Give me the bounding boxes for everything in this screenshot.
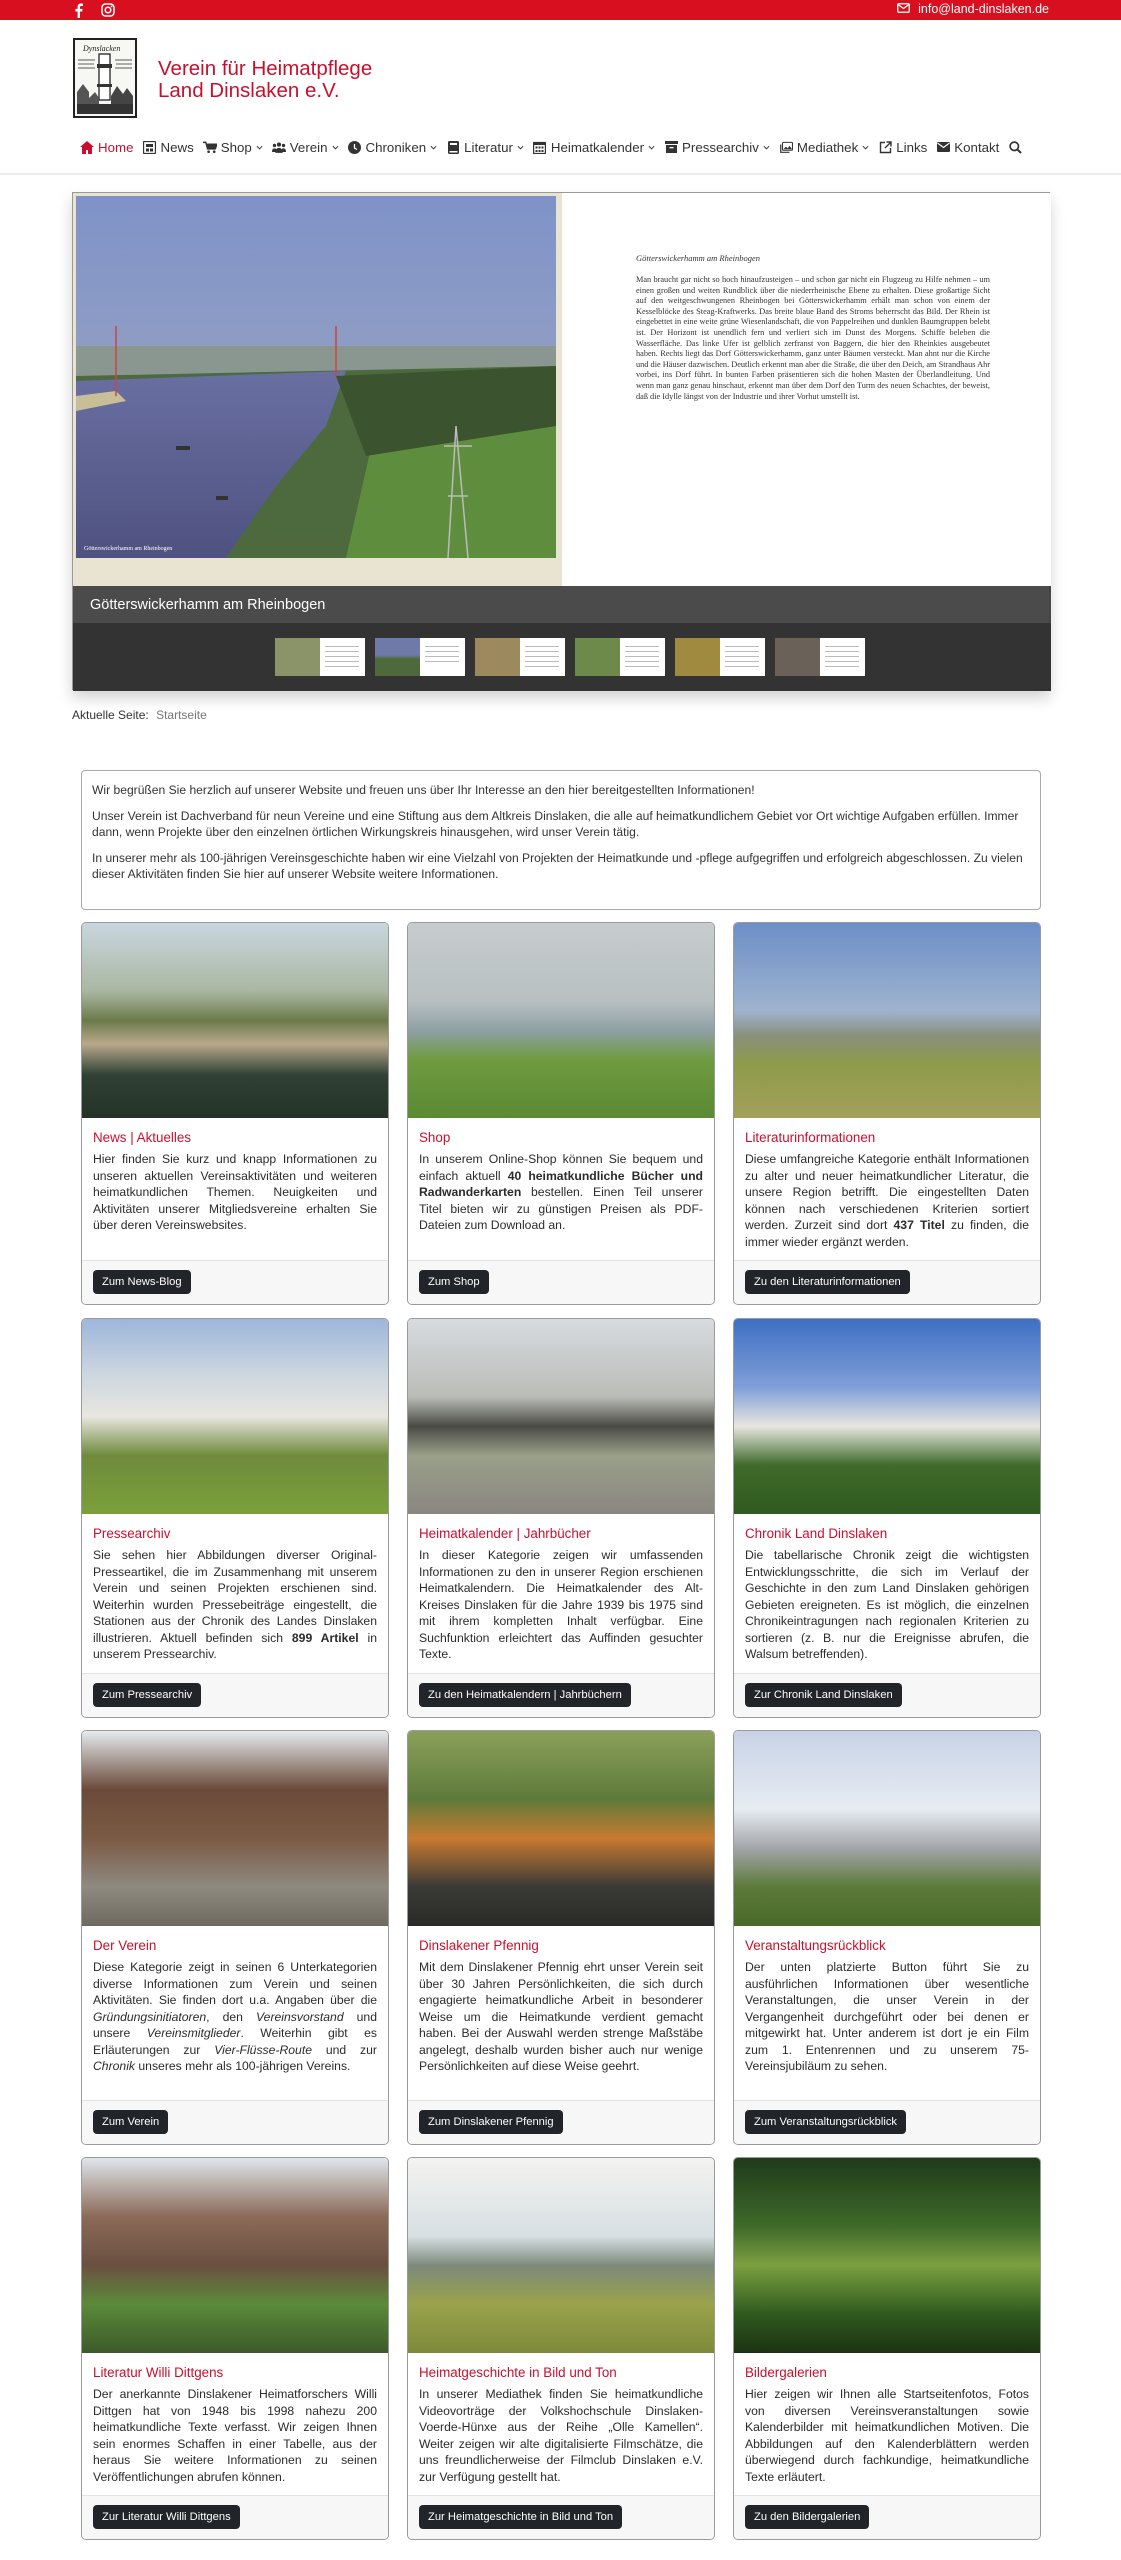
chevron-down-icon	[256, 144, 263, 151]
slider-thumbnail-3[interactable]	[475, 638, 565, 676]
nav-item-news[interactable]	[142, 140, 193, 155]
nav-label: Verein	[289, 139, 328, 155]
social-links	[70, 2, 116, 18]
manor-house-garden-photo[interactable]	[82, 1319, 388, 1514]
card-title[interactable]: Literaturinformationen	[745, 1130, 876, 1145]
card-text	[419, 2386, 703, 2485]
card-text-part: unseres mehr als 100-jährigen Vereins.	[135, 2059, 351, 2073]
card-button-news-aktuelles[interactable]: Zum News-Blog	[93, 1270, 191, 1294]
card-text-part: in unserem Pressearchiv.	[93, 1630, 377, 1661]
breadcrumb	[72, 708, 207, 722]
nav-divider	[0, 173, 1121, 175]
envelope-icon	[936, 140, 950, 154]
chevron-down-icon	[648, 144, 655, 151]
card-text-part: Diese umfangreiche Kategorie enthält Informationen zu alter und neuer heimatkundlicher Literatur, die unsere Region betrifft. Die eingestellten Daten können nach verschiedenen Kriterien sortiert werden. Zurzeit sind dort	[745, 1152, 1029, 1232]
nav-item-links[interactable]	[878, 140, 927, 155]
slider-thumbnail-1[interactable]	[275, 638, 365, 676]
card-text	[93, 1151, 377, 1234]
chevron-down-icon	[332, 144, 339, 151]
slider-thumbnail-4[interactable]	[575, 638, 665, 676]
card-dinslakener-pfennig	[407, 1730, 715, 2145]
card-footer	[408, 2100, 714, 2144]
email-link[interactable]	[897, 2, 1049, 16]
card-text-part: In dieser Kategorie zeigen wir umfassenden Informationen zu den in unserer Region erschienen Heimatkalendern. Die Heimatkalender des Alt-Kreises Dinslaken für die Jahre 1939 bis 1975 sind mit ihrem kompletten Inhalt verfügbar. Eine Suchfunktion erleichtert das Auffinden gesuchter Texte.	[419, 1548, 703, 1661]
card-footer	[82, 2495, 388, 2539]
card-title[interactable]: Der Verein	[93, 1938, 157, 1953]
card-body	[82, 2353, 388, 2485]
card-body	[82, 1514, 388, 1663]
users-icon	[272, 140, 286, 154]
white-church-photo[interactable]	[734, 1319, 1040, 1514]
card-text-part: , den	[206, 2009, 256, 2024]
chevron-down-icon	[517, 144, 524, 151]
card-text-bold: 40 heimatkundliche Bücher und Radwanderkarten	[419, 1168, 703, 1199]
card-text-italic: Vier-Flüsse-Route	[214, 2042, 312, 2057]
welcome-box	[81, 770, 1041, 910]
nav-label: Shop	[220, 139, 252, 155]
card-title[interactable]: Dinslakener Pfennig	[419, 1938, 539, 1953]
card-text-part: Sie sehen hier Abbildungen diverser Original-Presseartikel, die im Zusammenhang mit unserem Verein und seinen Projekten erschienen sind. Weiterhin wurden Pressebeiträge eingestellt, die Stationen aus der Chronik des Landes Dinslaken illustrieren. Aktuell befinden sich	[93, 1548, 377, 1645]
card-title[interactable]: Pressearchiv	[93, 1526, 171, 1541]
card-body	[734, 2353, 1040, 2485]
calendar-icon	[533, 140, 547, 154]
card-footer	[82, 2100, 388, 2144]
rhine-river-path-photo[interactable]	[408, 923, 714, 1118]
card-button-der-verein[interactable]: Zum Verein	[93, 2110, 168, 2134]
slide-doc-body: Man braucht gar nicht so hoch hinaufzusteigen – und schon gar nicht ein Flugzeug zu Hilfe nehmen – um einen großen und weiten Rundblick über die niederrheinische Ebene zu erhalten. Diese großartige Sicht auf den weitgeschwungenen Rheinbogen bei Götterswickerhamm erhält man schon von einem der Kesselblöcke des Steag-Kraftwerks. Das breite blaue Band des Stroms beherrscht das Bild. Der Rhein ist eingebettet in eine weite grüne Wiesenlandschaft, die von Pappelreihen und dunklen Baumgruppen belebt ist. Der Horizont ist unendlich fern und verliert sich im Dunst des Morgens. Schiffe beleben die Wasserfläche. Das linke Ufer ist gelblich zerfranst von Baggern, die hier den Rheinkies ausgebeutet haben. Rechts liegt das Dorf Götterswickerhamm, ganz unter Bäumen versteckt. Man ahnt nur die Kirche und die Häuser dazwischen. Deutlich erkennt man aber die Straße, die über den Deich, am Strandhaus Ahr vorbei, ins Dorf führt. In bunten Farben präsentieren sich die hohen Masten der Überlandleitung. Und wenn man ganz genau hinschaut, erkennt man über dem Dorf den Turm des neuen Schachtes, der beweist, daß die Idylle längst von der Industrie und ihrer Vorhut umstellt ist.	[636, 275, 990, 401]
card-text-part: . Weiterhin gibt es Erläuterungen zur	[93, 2026, 377, 2057]
town-square-photo[interactable]	[408, 1319, 714, 1514]
search-button[interactable]	[1008, 140, 1026, 154]
nav-item-literatur[interactable]	[446, 140, 524, 155]
site-title-line-1: Verein für Heimatpflege	[158, 57, 373, 80]
card-text	[93, 2386, 377, 2485]
card-button-pressearchiv[interactable]: Zum Pressearchiv	[93, 1683, 201, 1707]
welcome-paragraph-3: In unserer mehr als 100-jährigen Vereinsgeschichte haben wir eine Vielzahl von Projekten der Heimatkunde und -pflege aufgegriffen und erfolgreich abgeschlossen. Zu vielen dieser Aktivitäten finden Sie hier auf unserer Website weitere Informationen.	[92, 851, 1023, 881]
card-text-part: bestellen. Einen Teil unserer Titel bieten wir zu günstigen Preisen als PDF-Dateien zum Download an.	[419, 1185, 703, 1232]
card-text-italic: Vereinsmitglieder	[146, 2026, 241, 2040]
power-station-chimney-photo[interactable]	[734, 1731, 1040, 1926]
card-text	[93, 1959, 377, 2075]
card-title[interactable]: Veranstaltungsrückblick	[745, 1938, 886, 1953]
slider-thumbnail-6[interactable]	[775, 638, 865, 676]
card-text-part: und unsere	[93, 2009, 377, 2040]
card-button-bildergalerien[interactable]: Zu den Bildergalerien	[745, 2505, 869, 2529]
card-text-bold: 899 Artikel	[291, 1630, 359, 1645]
card-button-heimatkalender-jahrbuecher[interactable]: Zu den Heimatkalendern | Jahrbüchern	[419, 1683, 631, 1707]
site-title[interactable]	[158, 58, 372, 102]
instagram-icon[interactable]	[100, 2, 116, 18]
chevron-down-icon	[430, 144, 437, 151]
card-footer	[408, 1260, 714, 1304]
card-text-bold: 437 Titel	[893, 1218, 945, 1232]
clock-icon	[348, 140, 362, 154]
card-title[interactable]: Bildergalerien	[745, 2365, 827, 2380]
card-heimatkalender-jahrbuecher	[407, 1318, 715, 1718]
card-chronik-land-dinslaken	[733, 1318, 1041, 1718]
card-button-heimatgeschichte-in-bild-und-ton[interactable]: Zur Heimatgeschichte in Bild und Ton	[419, 2505, 622, 2529]
home-icon	[80, 140, 94, 154]
river-lock-photo[interactable]	[408, 2158, 714, 2353]
card-der-verein	[81, 1730, 389, 2145]
card-literatur-willi-dittgens	[81, 2157, 389, 2540]
card-button-shop[interactable]: Zum Shop	[419, 1270, 489, 1294]
nav-item-mediathek[interactable]	[779, 140, 869, 155]
nav-label: Heimatkalender	[550, 139, 645, 155]
nav-item-kontakt[interactable]	[936, 140, 999, 155]
newspaper-icon	[142, 140, 156, 154]
card-text-part: Hier finden Sie kurz und knapp Informationen zu unseren aktuellen Vereinsaktivitäten und weiteren heimatkundlichen Themen. Neuigkeiten und Aktivitäten unserer Mitgliedsvereine erhalten Sie über deren Vereinswebsites.	[93, 1152, 377, 1232]
card-text-part: Diese Kategorie zeigt in seinen 6 Unterkategorien diverse Informationen zum Verein und seinen Aktivitäten. Sie finden dort u.a. Angaben über die	[93, 1960, 377, 2007]
card-body	[408, 1926, 714, 2075]
image-slider[interactable]	[72, 192, 1050, 690]
card-text-italic: Gründungsinitiatoren	[93, 2009, 207, 2024]
card-button-chronik-land-dinslaken[interactable]: Zur Chronik Land Dinslaken	[745, 1683, 902, 1707]
card-title[interactable]: Shop	[419, 1130, 451, 1145]
slider-thumbnails	[73, 623, 1051, 691]
card-news-aktuelles	[81, 922, 389, 1305]
facebook-icon[interactable]	[70, 2, 86, 18]
card-text	[93, 1547, 377, 1663]
nav-label: Kontakt	[954, 139, 1000, 155]
card-body	[408, 2353, 714, 2485]
card-literaturinformationen	[733, 922, 1041, 1305]
nav-label: Pressearchiv	[682, 139, 759, 155]
forest-path-photo[interactable]	[734, 2158, 1040, 2353]
slide-caption: Götterswickerhamm am Rheinbogen	[73, 586, 1051, 623]
card-button-literaturinformationen[interactable]: Zu den Literaturinformationen	[745, 1270, 910, 1294]
welcome-paragraph-2: Unser Verein ist Dachverband für neun Vereine und eine Stiftung aus dem Altkreis Dinslaken, die alle auf heimatkundlichem Gebiet vor Ort wichtige Aufgaben erfüllen. Immer dann, wenn Projekte über den einzelnen örtlichen Wirkungskreis hinausgehen, wird unser Verein tätig.	[92, 809, 1019, 839]
card-body	[408, 1118, 714, 1234]
site-title-line-2: Land Dinslaken e.V.	[158, 79, 340, 102]
card-text-part: zu finden, die immer wieder ergänzt werden.	[745, 1218, 1029, 1249]
slide-photo-page	[73, 193, 562, 586]
card-text	[745, 1959, 1029, 2075]
card-text-italic: Vereinsvorstand	[255, 2009, 344, 2024]
aerial-rhine-photo	[76, 196, 556, 558]
power-plant-meadow-photo[interactable]	[734, 923, 1040, 1118]
nav-label: News	[160, 139, 194, 155]
breadcrumb-label: Aktuelle Seite:	[72, 708, 149, 722]
archive-icon	[664, 140, 678, 154]
card-footer	[82, 1260, 388, 1304]
nav-label: Literatur	[464, 139, 513, 155]
card-heimatgeschichte-in-bild-und-ton	[407, 2157, 715, 2540]
card-footer	[82, 1673, 388, 1717]
card-shop	[407, 922, 715, 1305]
card-text-part: Der anerkannte Dinslakener Heimatforschers Willi Dittgen hat von 1948 bis 1998 nahezu 200 heimatkundliche Texte verfasst. Wir zeigen Ihnen sein enormes Schaffen in einer Tabelle, aus der heraus Sie weitere Informationen zu seinen Veröffentlichungen abrufen können.	[93, 2387, 377, 2484]
open-air-theater-photo[interactable]	[82, 923, 388, 1118]
slider-thumbnail-2[interactable]	[375, 638, 465, 676]
card-footer	[734, 1673, 1040, 1717]
envelope-icon	[897, 2, 910, 16]
photo-inset-caption: Götterswickerhamm am Rheinbogen	[84, 546, 173, 552]
card-footer	[408, 2495, 714, 2539]
brick-houses-street-photo[interactable]	[82, 1731, 388, 1926]
card-text	[419, 1959, 703, 2075]
card-button-literatur-willi-dittgens[interactable]: Zur Literatur Willi Dittgens	[93, 2505, 240, 2529]
site-logo[interactable]	[73, 38, 137, 118]
card-text	[745, 2386, 1029, 2485]
external-link-icon	[878, 140, 892, 154]
nav-item-verein[interactable]	[272, 140, 339, 155]
card-footer	[734, 2100, 1040, 2144]
nav-item-heimatkalender[interactable]	[533, 140, 655, 155]
card-text-part: Mit dem Dinslakener Pfennig ehrt unser Verein seit über 30 Jahren Persönlichkeiten, die sich durch engagierte heimatkundliche Arbeit in besonderer Weise um die Heimatkunde verdient gemacht haben. Bei der Auswahl werden strenge Maßstäbe angelegt, deshalb wurden bisher auch nur wenige Persönlichkeiten auf diese Weise geehrt.	[419, 1960, 703, 2073]
card-button-dinslakener-pfennig[interactable]: Zum Dinslakener Pfennig	[419, 2110, 563, 2134]
slide-text-page	[562, 193, 1051, 586]
castle-fountain-photo[interactable]	[82, 2158, 388, 2353]
card-body	[408, 1514, 714, 1663]
nav-label: Mediathek	[796, 139, 859, 155]
card-text-part: In unserer Mediathek finden Sie heimatkundliche Videovorträge der Volkshochschule Dinslaken-Voerde-Hünxe aus der Reihe „Olle Kamellen“. Weiter zeigen wir alte digitalisierte Filmschätze, die uns freundlicherweise der Filmclub Dinslaken e.V. zur Verfügung gestellt hat.	[419, 2387, 703, 2484]
svg-text:Dynslacken: Dynslacken	[83, 44, 121, 53]
welcome-paragraph-1: Wir begrüßen Sie herzlich auf unserer Website und freuen uns über Ihr Interesse an den hier bereitgestellten Informationen!	[92, 783, 755, 797]
nav-item-chroniken[interactable]	[348, 140, 438, 155]
card-text	[745, 1547, 1029, 1663]
chevron-down-icon	[862, 144, 869, 151]
card-title[interactable]: Heimatkalender | Jahrbücher	[419, 1526, 591, 1541]
search-icon	[1008, 140, 1022, 154]
slide-doc-title: Götterswickerhamm am Rheinbogen	[636, 253, 761, 263]
card-title[interactable]: Literatur Willi Dittgens	[93, 2365, 224, 2380]
nav-label: Chroniken	[365, 139, 427, 155]
cart-icon	[203, 140, 217, 154]
card-text	[419, 1547, 703, 1663]
card-body	[734, 1926, 1040, 2075]
card-veranstaltungsrueckblick	[733, 1730, 1041, 2145]
breadcrumb-current: Startseite	[156, 708, 207, 722]
card-text-part: Die tabellarische Chronik zeigt die wichtigsten Entwicklungsschritte, die sich im Verlauf der Geschichte in den zum Land Dinslaken gehörigen Gebieten ereigneten. Es ist möglich, die einzelnen Chronikeintragungen nach regionalen Kriterien zu sortieren (z. B. nur die Ereignisse abrufen, die Walsum betreffenden).	[745, 1548, 1029, 1661]
nav-item-pressearchiv[interactable]	[664, 140, 770, 155]
nav-label: Home	[98, 139, 134, 155]
card-body	[734, 1514, 1040, 1663]
email-address: info@land-dinslaken.de	[918, 2, 1049, 16]
mill-stream-autumn-photo[interactable]	[408, 1731, 714, 1926]
top-bar	[0, 0, 1121, 20]
card-text-part: und zur	[312, 2042, 377, 2057]
slider-thumbnail-5[interactable]	[675, 638, 765, 676]
card-body	[734, 1118, 1040, 1250]
nav-item-shop[interactable]	[203, 140, 263, 155]
card-footer	[734, 1260, 1040, 1304]
card-text-part: Der unten platzierte Button führt Sie zu ausführlichen Informationen über wesentliche Veranstaltungen, die unser Verein in der Vergangenheit durchgeführt oder bei denen er mitgewirkt hat. Unter anderem ist dort je ein Film zum 1. Entenrennen und zu unserem 75-Vereinsjubiläum zu sehen.	[745, 1960, 1029, 2073]
card-title[interactable]: News | Aktuelles	[93, 1130, 191, 1145]
card-text	[745, 1151, 1029, 1250]
card-body	[82, 1926, 388, 2075]
card-text-part: In unserem Online-Shop können Sie bequem und einfach aktuell	[419, 1152, 703, 1183]
card-footer	[734, 2495, 1040, 2539]
card-title[interactable]: Heimatgeschichte in Bild und Ton	[419, 2365, 617, 2380]
card-button-veranstaltungsrueckblick[interactable]: Zum Veranstaltungsrückblick	[745, 2110, 906, 2134]
nav-item-home[interactable]	[80, 140, 133, 155]
card-text	[419, 1151, 703, 1234]
card-bildergalerien	[733, 2157, 1041, 2540]
nav-label: Links	[896, 139, 928, 155]
card-pressearchiv	[81, 1318, 389, 1718]
card-body	[82, 1118, 388, 1234]
main-navigation	[80, 136, 1035, 158]
card-text-italic: Chronik	[93, 2059, 135, 2073]
images-icon	[779, 140, 793, 154]
chevron-down-icon	[763, 144, 770, 151]
book-icon	[446, 140, 460, 154]
card-title[interactable]: Chronik Land Dinslaken	[745, 1526, 888, 1541]
card-footer	[408, 1673, 714, 1717]
card-text-part: Hier zeigen wir Ihnen alle Startseitenfotos, Fotos von diversen Vereinsveranstaltungen sowie Kalenderbilder mit heimatkundlichen Motiven. Die Abbildungen auf den Kalenderblättern werden überwiegend durch fachkundige, heimatkundliche Texte erläutert.	[745, 2387, 1029, 2484]
